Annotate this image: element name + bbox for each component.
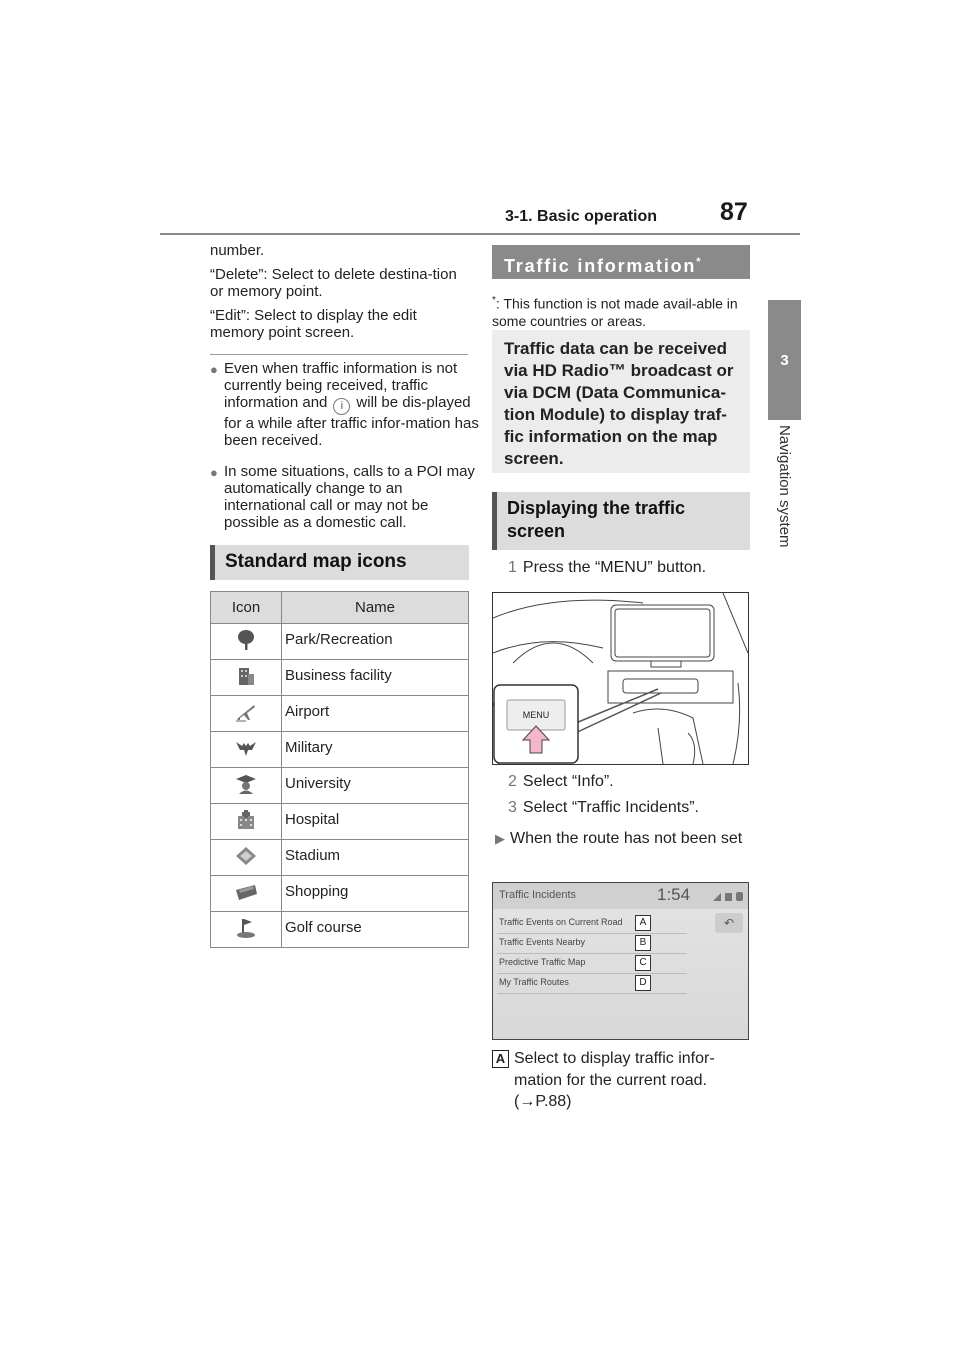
step-3 (508, 799, 753, 817)
chapter-tab-number: 3 (768, 300, 801, 420)
table-row (211, 768, 469, 804)
list-item-label: My Traffic Routes (499, 977, 569, 987)
step-2-text: Select “Info”. (522, 773, 614, 790)
icon-name: Golf course (282, 912, 469, 948)
note-bullet-1 (210, 360, 480, 449)
list-item-label: Traffic Events on Current Road (499, 917, 623, 927)
heading-asterisk: * (696, 256, 701, 268)
note-bullet-2 (210, 463, 480, 531)
list-item-tag: A (635, 915, 651, 931)
list-item-label: Traffic Events Nearby (499, 937, 586, 947)
table-row (211, 912, 469, 948)
list-item[interactable] (497, 913, 687, 934)
paragraph-delete: “Delete”: Select to delete destina-tion or memory point. (210, 266, 457, 300)
traffic-information-heading-text: Traffic information (504, 256, 697, 276)
icon-name: Stadium (282, 840, 469, 876)
paragraph-number: number. (210, 242, 265, 259)
list-item-tag: D (635, 975, 651, 991)
list-item[interactable] (497, 953, 687, 974)
icon-name: Park/Recreation (282, 624, 469, 660)
callout-text: Select to display traffic infor-mation for the current road. (514, 1050, 715, 1089)
stadium-icon (234, 845, 258, 867)
table-row (211, 696, 469, 732)
condition-text: When the route has not been set (510, 830, 743, 847)
intro-box-text: Traffic data can be received via HD Radio™ broadcast or via DCM (Data Communica-tion Module) to display traf-fic information on the map screen. (504, 339, 734, 468)
table-row (211, 840, 469, 876)
menu-button-label: MENU (522, 710, 550, 720)
header-rule (160, 233, 800, 235)
list-item[interactable] (497, 933, 687, 954)
screen-clock: 1:54 (657, 885, 691, 904)
table-row (211, 732, 469, 768)
condition-item (492, 828, 747, 850)
info-icon: i (333, 398, 350, 415)
step-2-number: 2 (508, 773, 517, 790)
icon-name: Hospital (282, 804, 469, 840)
step-1-number: 1 (508, 559, 517, 576)
table-header-icon: Icon (211, 592, 282, 624)
golf-flag-icon (234, 917, 258, 939)
arrow-right-icon: ▶ (495, 831, 505, 846)
dashboard-illustration (492, 592, 749, 765)
graduate-icon (234, 773, 258, 795)
bullet-dot-icon: ● (210, 465, 218, 480)
icon-name: Military (282, 732, 469, 768)
table-header-name: Name (282, 592, 469, 624)
traffic-information-heading (492, 245, 750, 279)
bullet-dot-icon: ● (210, 362, 218, 377)
shopping-icon (233, 882, 259, 902)
table-row (211, 876, 469, 912)
step-3-number: 3 (508, 799, 517, 816)
building-icon (235, 665, 257, 687)
icon-name: Shopping (282, 876, 469, 912)
table-row (211, 660, 469, 696)
footnote-asterisk: * (492, 295, 496, 306)
step-2 (508, 773, 753, 791)
tree-icon (236, 629, 256, 651)
paragraph-edit: “Edit”: Select to display the edit memory point screen. (210, 307, 417, 341)
chapter-tab-label (768, 425, 801, 605)
step-3-text: Select “Traffic Incidents”. (522, 799, 699, 816)
eagle-icon (234, 738, 258, 758)
icon-name: Business facility (282, 660, 469, 696)
map-icons-table (210, 591, 469, 948)
displaying-traffic-screen-heading: Displaying the traffic screen (492, 492, 750, 550)
note-bullet-2-text: In some situations, calls to a POI may automatically change to an international call or may not be possible as a domestic call. (224, 463, 475, 531)
note-bullet-1-text-b: will be dis-played for a while after traffic infor-mation has been received. (224, 394, 479, 449)
icon-name: Airport (282, 696, 469, 732)
chapter-tab-text: Navigation system (776, 425, 793, 548)
table-row (211, 624, 469, 660)
footnote (492, 292, 750, 330)
list-item-label: Predictive Traffic Map (499, 957, 586, 967)
note-bullet-1-text-a: Even when traffic information is not currently being received, traffic information and (224, 360, 458, 411)
list-item-tag: C (635, 955, 651, 971)
step-1-text: Press the “MENU” button. (522, 559, 707, 576)
table-row (211, 804, 469, 840)
intro-box (492, 330, 750, 473)
traffic-incidents-screen (492, 882, 749, 1040)
icon-name: University (282, 768, 469, 804)
status-icons (711, 889, 747, 903)
back-icon[interactable]: ↶ (715, 913, 743, 933)
step-1 (508, 559, 753, 577)
airplane-icon (234, 701, 258, 723)
section-title: 3-1. Basic operation (505, 208, 658, 225)
dashboard-drawing (493, 593, 748, 764)
callout-page-ref: (→P.88) (514, 1093, 572, 1110)
screen-title: Traffic Incidents (499, 889, 577, 901)
footnote-text: : This function is not made avail-able in some countries or areas. (492, 295, 738, 329)
callout-tag-a: A (492, 1050, 509, 1068)
list-item[interactable] (497, 973, 687, 994)
standard-map-icons-heading: Standard map icons (210, 545, 469, 580)
hospital-icon (234, 809, 258, 831)
page-number: 87 (720, 198, 748, 226)
note-divider (210, 354, 468, 355)
list-item-tag: B (635, 935, 651, 951)
